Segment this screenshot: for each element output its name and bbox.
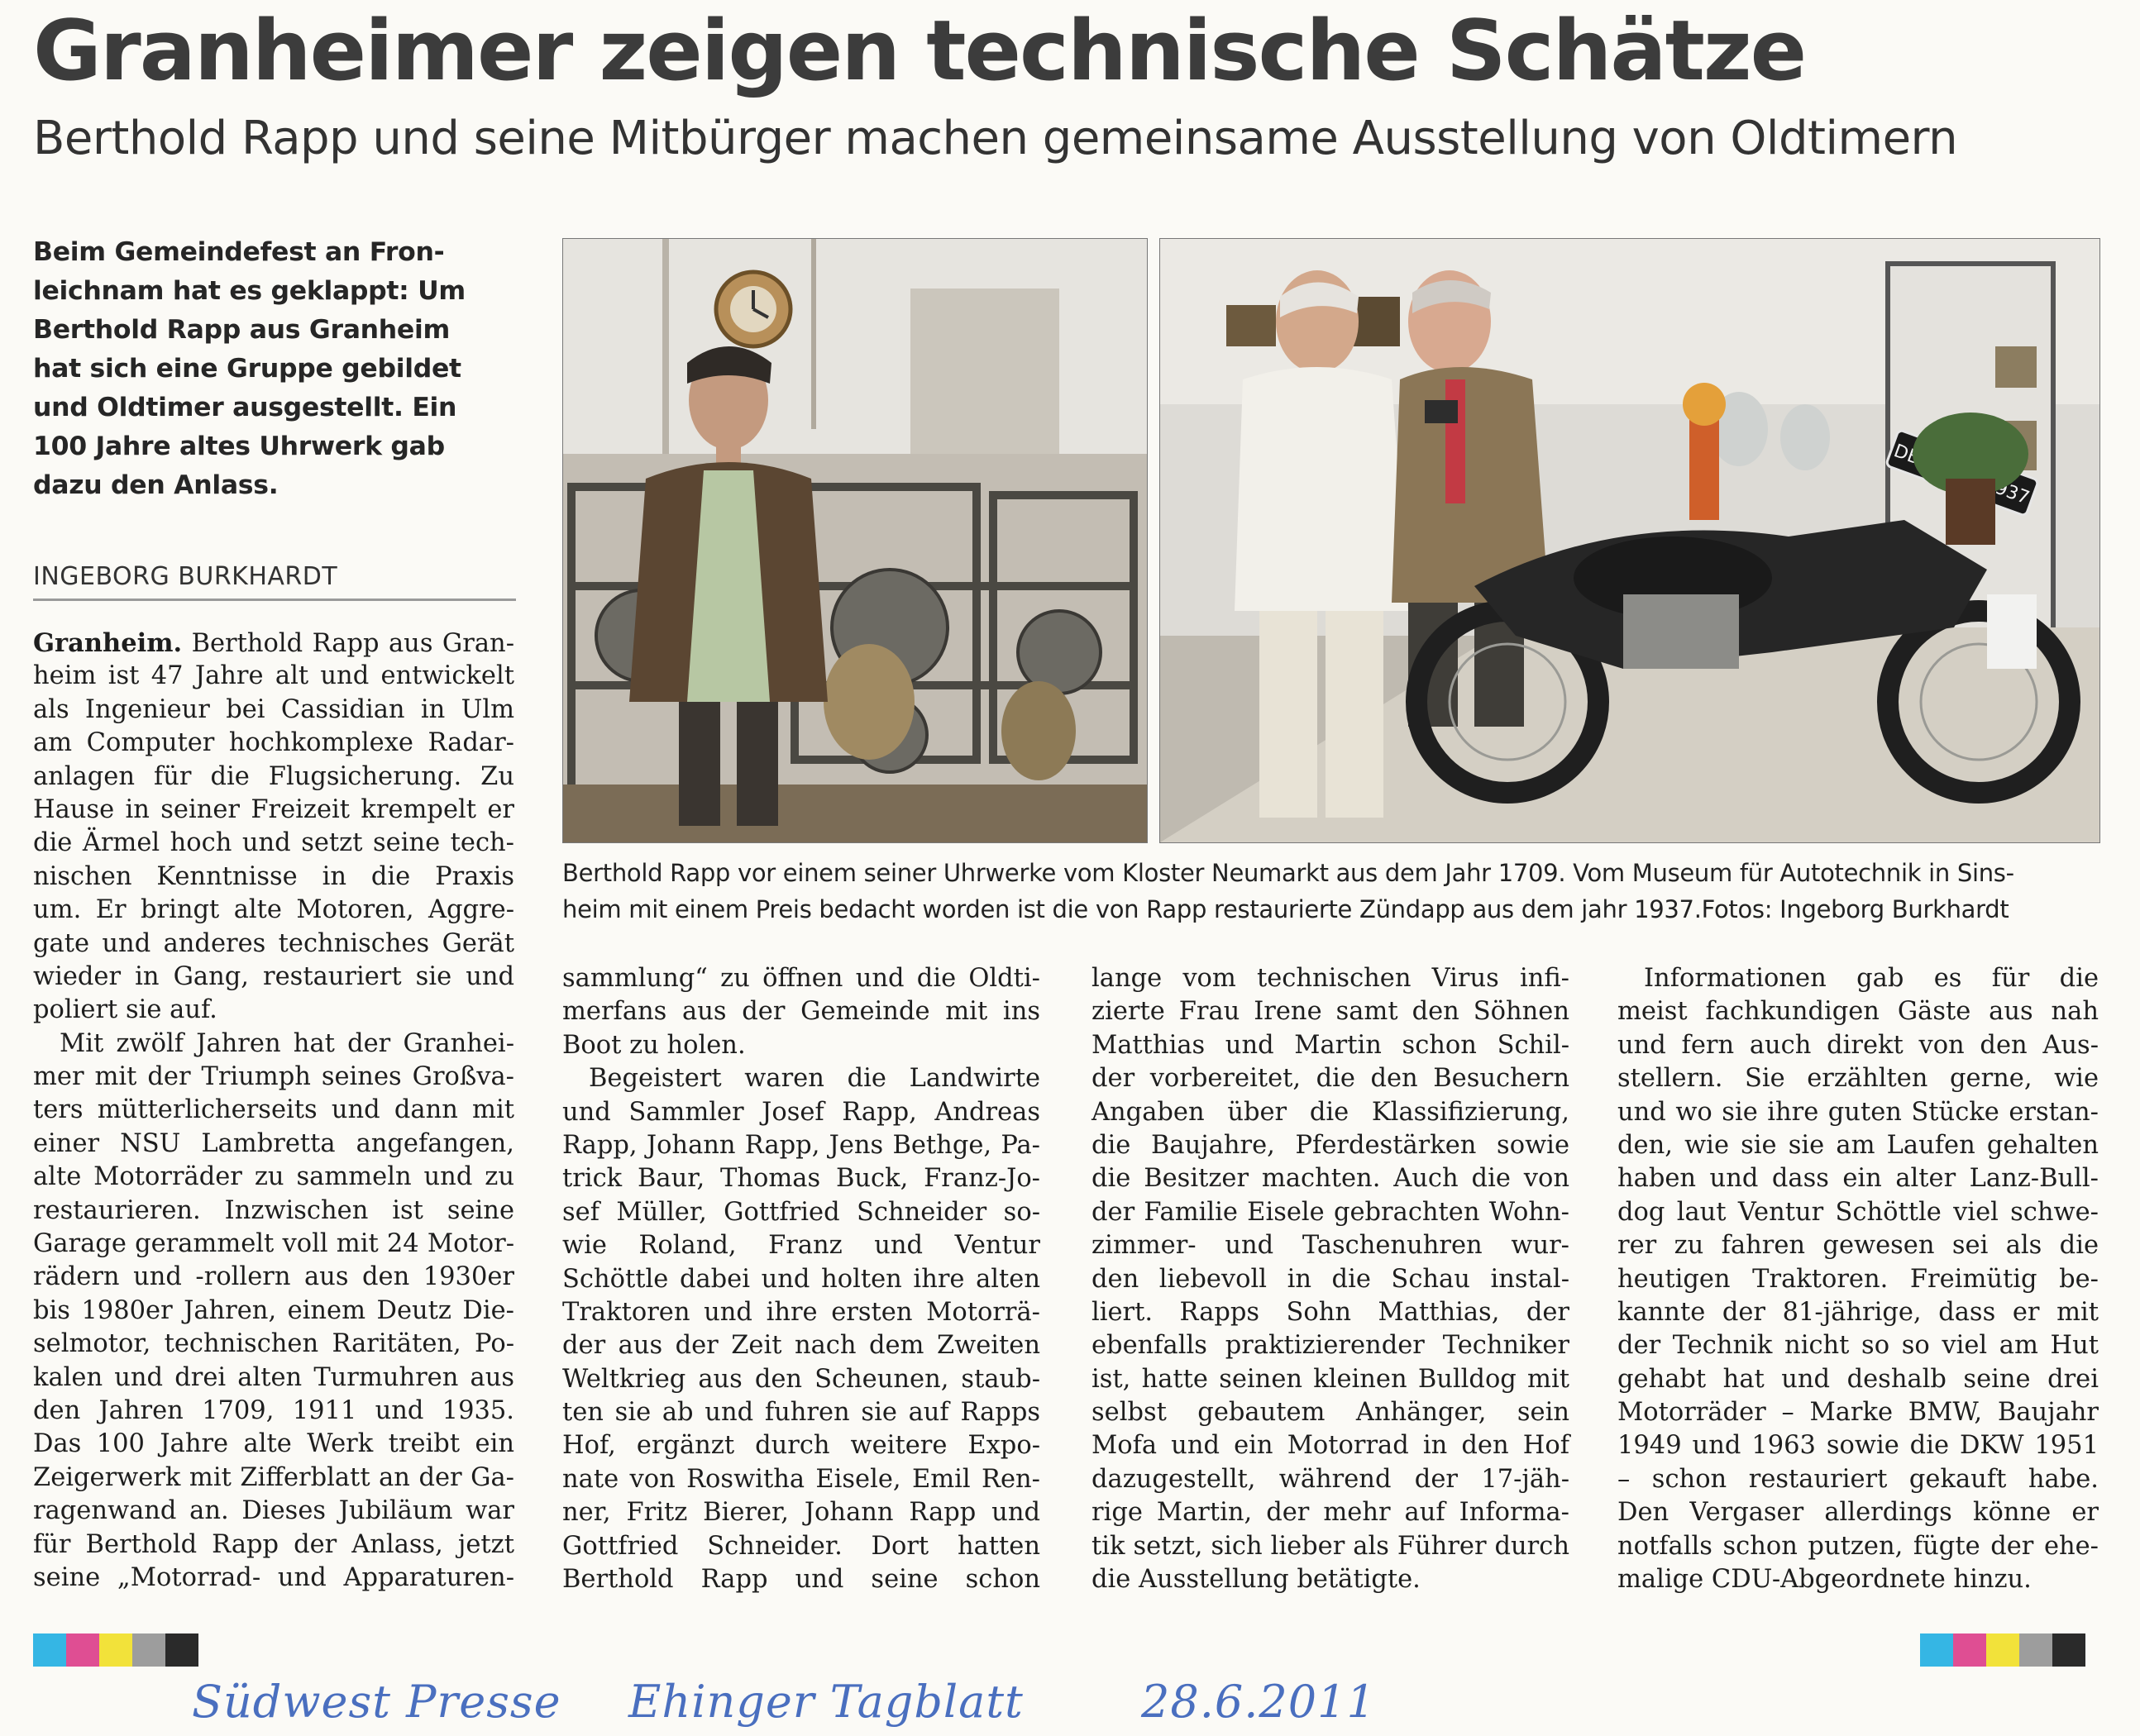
article-line: wieder in Gang, restauriert sie und [33, 961, 514, 991]
article-line: heutigen Traktoren. Freimütig be- [1617, 1264, 2099, 1294]
article-line: Mit zwölf Jahren hat der Granhei- [60, 1028, 514, 1058]
photo-clockwork [562, 238, 1148, 843]
article-line: Motorräder – Marke BMW, Baujahr [1617, 1398, 2099, 1428]
article-line: als Ingenieur bei Cassidian in Ulm [33, 694, 514, 724]
article-line: ner, Fritz Bierer, Johann Rapp und [562, 1498, 1040, 1528]
article-line: und wo sie ihre guten Stücke erstan- [1617, 1097, 2099, 1127]
article-line: dog laut Ventur Schöttle viel schwe- [1617, 1197, 2099, 1227]
clockwork-photo-illustration [563, 239, 1147, 842]
swatch-cyan [33, 1633, 66, 1667]
photo-motorcycle [1159, 238, 2100, 843]
article-line: heim ist 47 Jahre alt und entwickelt [33, 661, 514, 691]
swatch-black [2052, 1633, 2085, 1667]
article-line: Traktoren und ihre ersten Motorrä- [562, 1297, 1040, 1327]
article-column-1 [33, 627, 514, 1595]
article-line: ist, hatte seinen kleinen Bulldog mit [1091, 1364, 1569, 1394]
handwritten-date: 28.6.2011 [1141, 1676, 1376, 1728]
article-line: gehabt hat und deshalb seine drei [1617, 1364, 2099, 1394]
article-line: ebenfalls praktizierender Techniker [1091, 1331, 1569, 1361]
lead-line: dazu den Anlass. [33, 470, 279, 500]
handwritten-paper-name: Südwest Presse [192, 1676, 561, 1728]
article-line: seine „Motorrad- und Apparaturen- [33, 1562, 514, 1592]
article-line: Zeigerwerk mit Zifferblatt an der Ga- [33, 1462, 514, 1492]
article-line: die Ärmel hoch und setzt seine tech- [33, 828, 514, 858]
article-line: am Computer hochkomplexe Radar- [33, 728, 514, 758]
article-line: kalen und drei alten Turmuhren aus [33, 1362, 514, 1392]
article-line: Angaben über die Klassifizierung, [1091, 1097, 1569, 1127]
article-line: die Ausstellung betätigte. [1091, 1565, 1421, 1595]
article-line: Boot zu holen. [562, 1030, 746, 1060]
lead-line: Berthold Rapp aus Granheim [33, 315, 450, 345]
article-line: Informationen gab es für die [1644, 964, 2099, 993]
article-line: – schon restauriert gekauft habe. [1617, 1464, 2099, 1494]
article-line: Begeistert waren die Landwirte [589, 1064, 1040, 1094]
article-line: trick Baur, Thomas Buck, Franz-Jo- [562, 1164, 1040, 1194]
article-line: die Baujahre, Pferdestärken sowie [1091, 1130, 1569, 1160]
article-line: kannte der 81-jährige, dass er mit [1617, 1297, 2099, 1327]
swatch-magenta [1953, 1633, 1986, 1667]
article-line: tik setzt, sich lieber als Führer durch [1091, 1531, 1569, 1561]
subheadline: Berthold Rapp und seine Mitbürger machen gemeinsame Ausstellung von Oldtimern [33, 112, 1958, 165]
article-line: Rapp, Johann Rapp, Jens Bethge, Pa- [562, 1130, 1040, 1160]
swatch-gray [2019, 1633, 2052, 1667]
article-column-4 [1617, 962, 2099, 1596]
article-line: zimmer- und Taschenuhren wur- [1091, 1231, 1569, 1261]
article-line: einer NSU Lambretta angefangen, [33, 1128, 514, 1158]
lead-line: leichnam hat es geklappt: Um [33, 276, 466, 306]
article-line: Weltkrieg aus den Scheunen, staub- [562, 1364, 1040, 1394]
article-line: der aus der Zeit nach dem Zweiten [562, 1331, 1040, 1361]
article-line: der Technik nicht so so viel am Hut [1617, 1331, 2099, 1361]
author-byline: INGEBORG BURKHARDT [33, 559, 516, 601]
article-line: rer zu fahren gewesen sei als die [1617, 1231, 2099, 1261]
article-line: rädern und -rollern aus den 1930er [33, 1262, 514, 1292]
article-line: malige CDU-Abgeordnete hinzu. [1617, 1565, 2032, 1595]
article-line: Berthold Rapp und seine schon [562, 1565, 1040, 1595]
article-line: die Besitzer machten. Auch die von [1091, 1164, 1569, 1194]
article-line: nischen Kenntnisse in die Praxis [33, 861, 514, 891]
article-line: haben und dass ein alter Lanz-Bull- [1617, 1164, 2099, 1194]
color-registration-bar-right [1920, 1633, 2085, 1667]
article-line: Matthias und Martin schon Schil- [1091, 1030, 1569, 1060]
article-line: und Sammler Josef Rapp, Andreas [562, 1097, 1040, 1127]
article-line: den Jahren 1709, 1911 und 1935. [33, 1395, 514, 1425]
swatch-black [165, 1633, 198, 1667]
article-line: sef Müller, Gottfried Schneider so- [562, 1197, 1040, 1227]
article-line: notfalls schon putzen, fügte der ehe- [1617, 1531, 2099, 1561]
article-line: liert. Rapps Sohn Matthias, der [1091, 1297, 1569, 1327]
headline: Granheimer zeigen technische Schätze [33, 2, 1806, 99]
article-line: Mofa und ein Motorrad in den Hof [1091, 1431, 1569, 1461]
swatch-cyan [1920, 1633, 1953, 1667]
article-line: merfans aus der Gemeinde mit ins [562, 997, 1040, 1027]
swatch-yellow [1986, 1633, 2019, 1667]
article-line: Schöttle dabei und holten ihre alten [562, 1264, 1040, 1294]
article-line-rest: Berthold Rapp aus Gran- [191, 629, 515, 658]
article-line: nate von Roswitha Eisele, Emil Ren- [562, 1464, 1040, 1494]
license-plate: DBK 1937 [1890, 441, 2033, 509]
article-line: bis 1980er Jahren, einem Deutz Die- [33, 1295, 514, 1325]
article-line: den, wie sie sie am Laufen gehalten [1617, 1130, 2099, 1160]
photo-caption [562, 855, 2099, 928]
article-line [33, 627, 514, 660]
article-line: meist fachkundigen Gäste aus nah [1617, 997, 2099, 1027]
lead-line: hat sich eine Gruppe gebildet [33, 354, 461, 384]
article-line: für Berthold Rapp der Anlass, jetzt [33, 1529, 514, 1559]
article-line: wie Roland, Franz und Ventur [562, 1231, 1040, 1261]
article-line: der Familie Eisele gebrachten Wohn- [1091, 1197, 1569, 1227]
article-line: um. Er bringt alte Motoren, Aggre- [33, 895, 514, 925]
dateline: Granheim. [33, 628, 183, 658]
article-line: Das 100 Jahre alte Werk treibt ein [33, 1429, 514, 1459]
article-line: selbst gebautem Anhänger, sein [1091, 1398, 1569, 1428]
caption-line: Berthold Rapp vor einem seiner Uhrwerke vom Kloster Neumarkt aus dem Jahr 1709. Vom Museum für Autotechnik in Sins- [562, 859, 2014, 887]
article-line: Garage gerammelt voll mit 24 Motor- [33, 1229, 514, 1259]
swatch-gray [132, 1633, 165, 1667]
lead-line: 100 Jahre altes Uhrwerk gab [33, 432, 445, 461]
article-line: ragenwand an. Dieses Jubiläum war [33, 1496, 514, 1526]
lead-paragraph [33, 233, 529, 505]
article-line: mer mit der Triumph seines Großva- [33, 1062, 514, 1092]
lead-line: und Oldtimer ausgestellt. Ein [33, 393, 457, 422]
article-line: Hause in seiner Freizeit krempelt er [33, 794, 514, 824]
article-line: stellern. Sie erzählten gerne, wie [1617, 1064, 2099, 1094]
swatch-yellow [99, 1633, 132, 1667]
article-line: Den Vergaser allerdings könne er [1617, 1498, 2099, 1528]
swatch-magenta [66, 1633, 99, 1667]
article-line: anlagen für die Flugsicherung. Zu [33, 761, 514, 791]
article-line: den liebevoll in die Schau instal- [1091, 1264, 1569, 1294]
article-line: rige Martin, der mehr auf Informa- [1091, 1498, 1569, 1528]
motorcycle-photo-illustration [1160, 239, 2099, 842]
article-line: der vorbereitet, die den Besuchern [1091, 1064, 1569, 1094]
article-line: gate und anderes technisches Gerät [33, 928, 514, 958]
article-line: dazugestellt, während der 17-jäh- [1091, 1464, 1569, 1494]
article-column-3 [1091, 962, 1569, 1596]
article-line: lange vom technischen Virus infi- [1091, 964, 1569, 993]
color-registration-bar-left [33, 1633, 198, 1667]
article-line: sammlung“ zu öffnen und die Oldti- [562, 964, 1040, 993]
article-column-2 [562, 962, 1040, 1596]
article-line: Gottfried Schneider. Dort hatten [562, 1531, 1040, 1561]
article-line: restaurieren. Inzwischen ist seine [33, 1195, 514, 1225]
article-line: ten sie ab und fuhren sie auf Rapps [562, 1398, 1040, 1428]
lead-line: Beim Gemeindefest an Fron- [33, 237, 445, 267]
article-line: Hof, ergänzt durch weitere Expo- [562, 1431, 1040, 1461]
article-line: poliert sie auf. [33, 995, 217, 1025]
article-line: selmotor, technischen Raritäten, Po- [33, 1329, 514, 1359]
article-line: zierte Frau Irene samt den Söhnen [1091, 997, 1569, 1027]
handwritten-edition-name: Ehinger Tagblatt [628, 1676, 1024, 1728]
caption-line: heim mit einem Preis bedacht worden ist die von Rapp restaurierte Zündapp aus dem jahr 1937.Fotos: Ingeborg Burkhardt [562, 895, 2009, 923]
article-line: 1949 und 1963 sowie die DKW 1951 [1617, 1431, 2099, 1461]
article-line: ters mütterlicherseits und dann mit [33, 1095, 514, 1125]
article-line: alte Motorräder zu sammeln und zu [33, 1162, 514, 1192]
article-line: und fern auch direkt von den Aus- [1617, 1030, 2099, 1060]
